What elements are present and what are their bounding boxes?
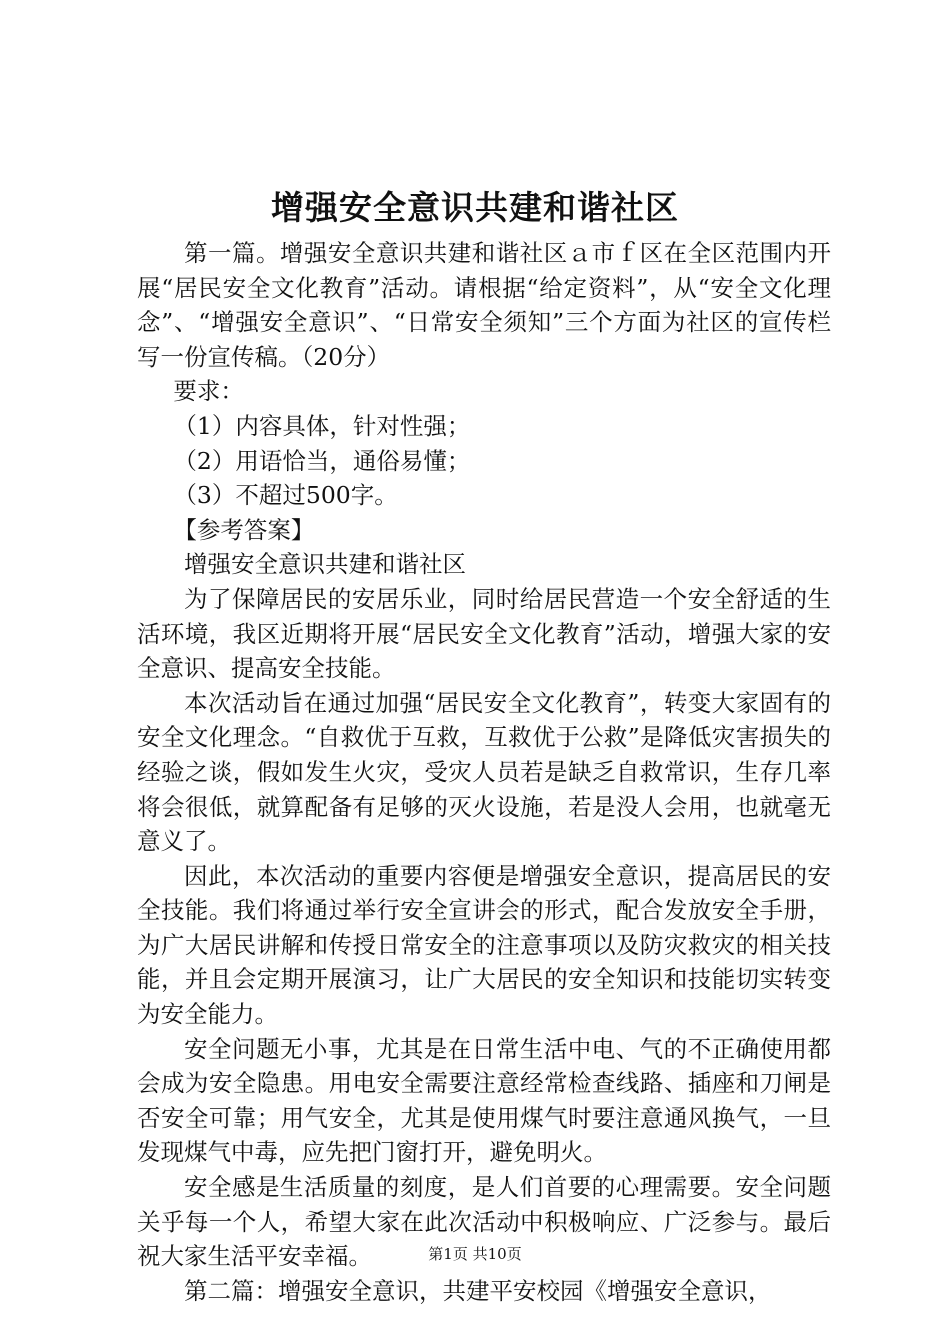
paragraph-body-3: 因此，本次活动的重要内容便是增强安全意识，提高居民的安全技能。我们将通过举行安全宣讲会的形式，配合发放安全手册，为广大居民讲解和传授日常安全的注意事项以及防灾救灾的相关技能，并且会定期开展演习，让广大居民的安全知识和技能切实转变为安全能力。 — [137, 861, 831, 1029]
paragraph-body-1: 为了保障居民的安居乐业，同时给居民营造一个安全舒适的生活环境，我区近期将开展“居民安全文化教育”活动，增强大家的安全意识、提高安全技能。 — [137, 584, 831, 683]
paragraph-body-4: 安全问题无小事，尤其是在日常生活中电、气的不正确使用都会成为安全隐患。用电安全需要注意经常检查线路、插座和刀闸是否安全可靠；用气安全，尤其是使用煤气时要注意通风换气，一旦发现煤气中毒，应先把门窗打开，避免明火。 — [137, 1034, 831, 1167]
paragraph-requirement-2: （2）用语恰当，通俗易懂； — [173, 446, 471, 475]
paragraph-requirement-3: （3）不超过500字。 — [173, 481, 398, 510]
paragraph-body-2: 本次活动旨在通过加强“居民安全文化教育”，转变大家固有的安全文化理念。“自救优于互救，互救优于公救”是降低灾害损失的经验之谈，假如发生火灾，受灾人员若是缺乏自救常识，生存几率将会很低，就算配备有足够的灭火设施，若是没人会用，也就毫无意义了。 — [137, 688, 831, 856]
document-body — [137, 236, 831, 1308]
paragraph-requirement-1: （1）内容具体，针对性强； — [173, 411, 471, 440]
paragraph-requirements-label: 要求： — [173, 377, 244, 406]
paragraph-intro: 第一篇。增强安全意识共建和谐社区ａ市ｆ区在全区范围内开展“居民安全文化教育”活动。请根据“给定资料”，从“安全文化理念”、“增强安全意识”、“日常安全须知”三个方面为社区的宣传栏写一份宣传稿。（20分） — [137, 239, 831, 371]
page-footer: 第1页 共10页 — [428, 1245, 522, 1263]
paragraph-answer-title: 增强安全意识共建和谐社区 — [184, 550, 466, 579]
paragraph-second-article: 第二篇：增强安全意识，共建平安校园《增强安全意识， — [184, 1276, 772, 1305]
paragraph-answer-label: 【参考答案】 — [173, 515, 315, 544]
document-title: 增强安全意识共建和谐社区 — [271, 188, 679, 227]
paragraph-body-5: 安全感是生活质量的刻度，是人们首要的心理需要。安全问题关乎每一个人，希望大家在此次活动中积极响应、广泛参与。最后祝大家生活平安幸福。 — [137, 1173, 831, 1271]
